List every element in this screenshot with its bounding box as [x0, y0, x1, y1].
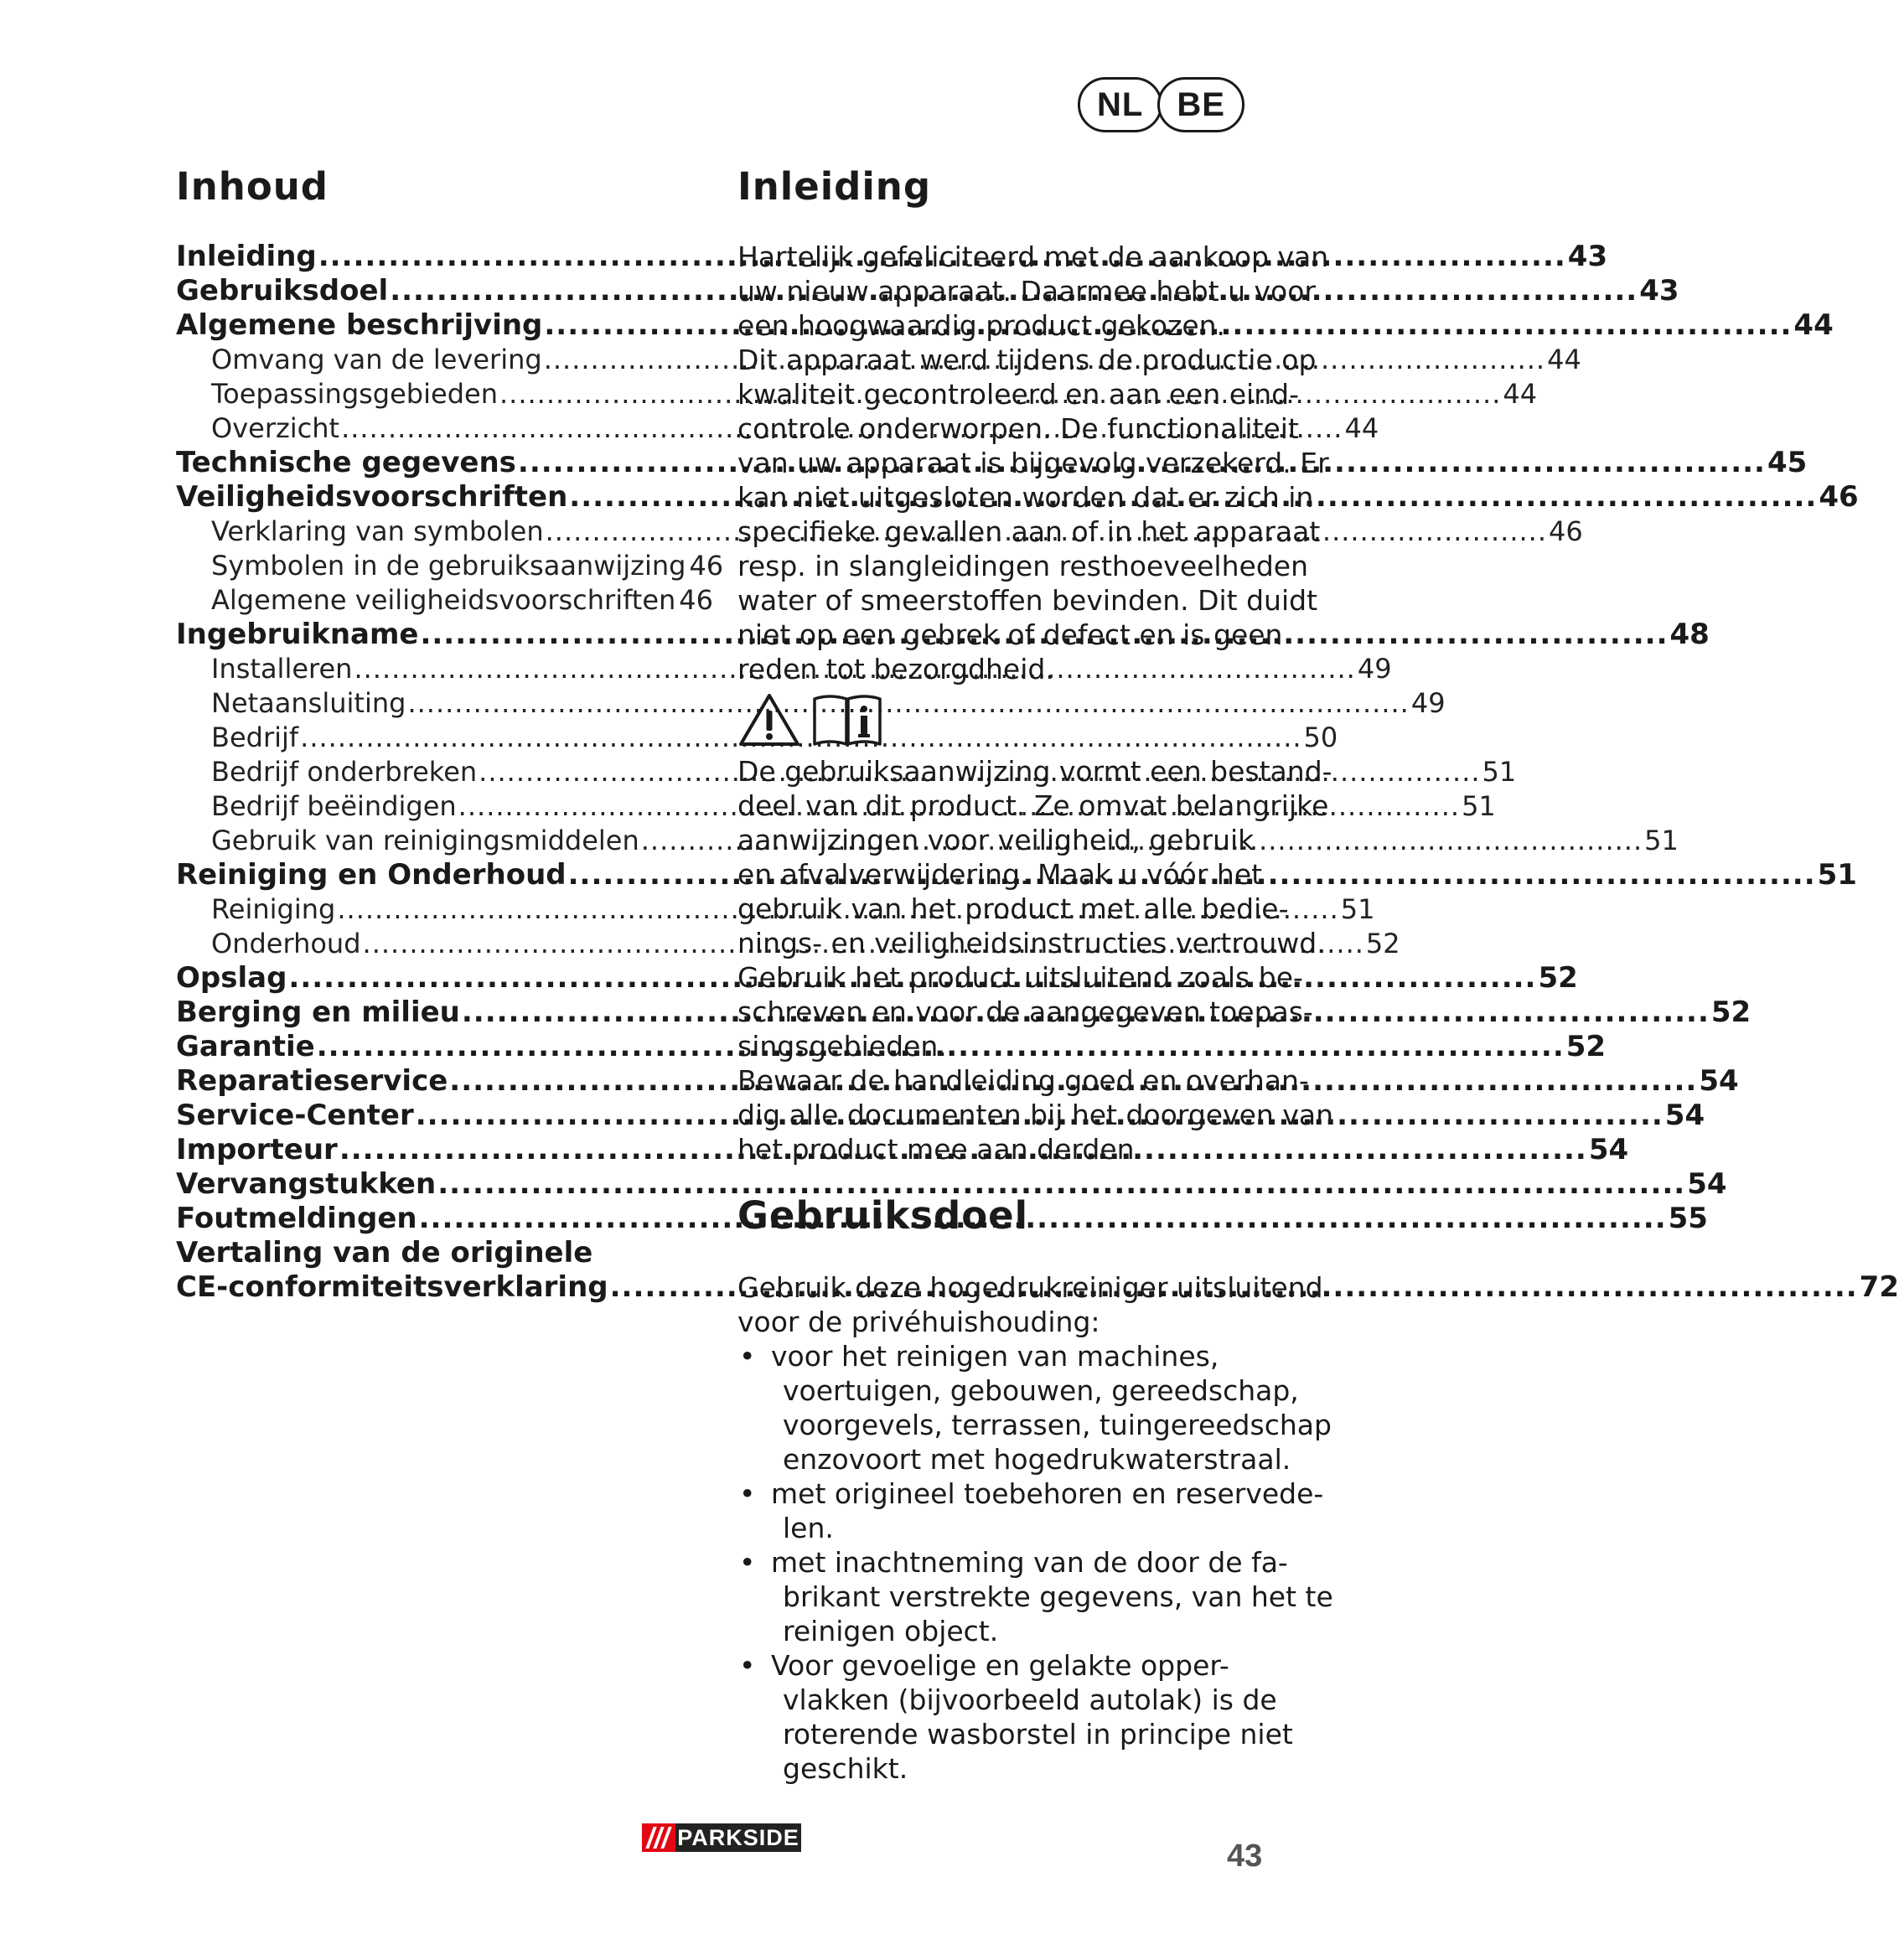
toc-entry[interactable]: Vervangstukken ..... 54 — [176, 1167, 712, 1202]
toc-subentry[interactable]: Onderhoud ..... 52 — [176, 927, 712, 961]
text-line: Hartelijk gefeliciteerd met de aankoop van — [737, 240, 1329, 273]
toc-entry[interactable]: Opslag ..... 52 — [176, 961, 712, 996]
text-line: Dit apparaat werd tijdens de productie op — [737, 344, 1317, 376]
text-line: deel van dit product. Ze omvat belangrijke — [737, 789, 1329, 822]
lang-badge-be: BE — [1157, 77, 1244, 132]
text-line: water of smeerstoffen bevinden. Dit duidt — [737, 584, 1318, 617]
list-item: • met origineel toebehoren en reservede- len. — [737, 1476, 1274, 1545]
text-line: schreven en voor de aangegeven toepas- — [737, 996, 1313, 1028]
toc-entry[interactable]: Ingebruikname ..... 48 — [176, 618, 712, 652]
toc-entry[interactable]: Veiligheidsvoorschriften ..... 46 — [176, 480, 712, 515]
toc-subentry[interactable]: Gebruik van reinigingsmiddelen ..... 51 — [176, 824, 712, 858]
parkside-logo — [642, 1823, 801, 1852]
toc-entry[interactable]: Inleiding ..... 43 — [176, 240, 712, 274]
text-line: gebruik van het product met alle bedie- — [737, 892, 1289, 925]
toc-subentry[interactable]: Verklaring van symbolen ..... 46 — [176, 515, 712, 549]
text-line: kan niet uitgesloten worden dat er zich in — [737, 481, 1314, 514]
logo-stripes-icon — [642, 1823, 675, 1852]
text-line: aanwijzingen voor veiligheid, gebruik — [737, 824, 1255, 856]
text-line: Gebruik het product uitsluitend zoals be- — [737, 961, 1303, 994]
toc-entry[interactable]: Foutmeldingen ..... 55 — [176, 1202, 712, 1236]
text-line: specifieke gevallen aan of in het apparaat — [737, 515, 1321, 548]
toc-subentry[interactable]: Reiniging ..... 51 — [176, 892, 712, 927]
toc-entry-line2[interactable]: CE-conformiteitsverklaring ..... 72 — [176, 1270, 712, 1305]
toc-subentry[interactable]: Bedrijf onderbreken ..... 51 — [176, 755, 712, 789]
language-badges — [1078, 77, 1244, 132]
toc-subentry[interactable]: Bedrijf beëindigen ..... 51 — [176, 789, 712, 824]
text-line: nings- en veiligheidsinstructies vertrouwd. — [737, 927, 1326, 959]
list-item: • Voor gevoelige en gelakte opper- vlakken (bijvoorbeeld autolak) is de roterende wasborstel in principe niet geschikt. — [737, 1648, 1274, 1786]
toc-subentry[interactable]: Overzicht ..... 44 — [176, 411, 712, 446]
toc-entry[interactable]: Importeur ..... 54 — [176, 1133, 712, 1167]
toc-entry[interactable]: Reparatieservice ..... 54 — [176, 1064, 712, 1099]
toc-subentry[interactable]: Bedrijf ..... 50 — [176, 721, 712, 755]
text-line: controle onderworpen. De functionaliteit — [737, 412, 1299, 445]
toc-subentry[interactable]: Omvang van de levering ..... 44 — [176, 343, 712, 377]
toc-title: Inhoud — [176, 164, 329, 209]
toc-entry-line1[interactable]: Vertaling van de originele — [176, 1236, 593, 1270]
toc-subentry[interactable]: Installeren ..... 49 — [176, 652, 712, 686]
toc-subentry[interactable]: Netaansluiting ..... 49 — [176, 686, 712, 721]
list-item: • voor het reinigen van machines, voertuigen, gebouwen, gereedschap, voorgevels, terrassen, tuingereedschap enzovoort met hogedrukwaterstraal. — [737, 1339, 1274, 1476]
text-line: kwaliteit gecontroleerd en aan een eind- — [737, 378, 1299, 411]
purpose-title: Gebruiksdoel — [737, 1193, 1029, 1238]
toc-entry[interactable]: Algemene beschrijving ..... 44 — [176, 308, 712, 343]
notice-icons — [737, 692, 883, 751]
text-line: voor de privéhuishouding: — [737, 1306, 1100, 1338]
lang-badge-nl: NL — [1078, 77, 1162, 132]
text-line: van uw apparaat is bijgevolg verzekerd. Er — [737, 447, 1329, 479]
toc-entry[interactable]: Gebruiksdoel ..... 43 — [176, 274, 712, 308]
text-line: singsgebieden. — [737, 1030, 947, 1063]
toc-subentry[interactable]: Algemene veiligheidsvoorschriften 46 — [211, 584, 714, 616]
text-line: Bewaar de handleiding goed en overhan- — [737, 1064, 1309, 1097]
intro-title: Inleiding — [737, 164, 932, 209]
page-number: 43 — [1227, 1838, 1263, 1874]
text-line: De gebruiksaanwijzing vormt een bestand- — [737, 755, 1332, 788]
text-line: Gebruik deze hogedrukreiniger uitsluitend — [737, 1271, 1323, 1304]
toc-entry[interactable]: Reiniging en Onderhoud ..... 51 — [176, 858, 712, 892]
manual-info-icon — [811, 692, 883, 751]
toc-subentry[interactable]: Symbolen in de gebruiksaanwijzing 46 — [211, 550, 724, 582]
text-line: reden tot bezorgdheid. — [737, 653, 1054, 685]
warning-triangle-icon — [737, 692, 801, 751]
list-item: • met inachtneming van de door de fa- brikant verstrekte gegevens, van het te reinigen object. — [737, 1545, 1274, 1648]
toc-entry[interactable]: Berging en milieu ..... 52 — [176, 996, 712, 1030]
text-line: het product mee aan derden. — [737, 1133, 1144, 1166]
toc-subentry[interactable]: Toepassingsgebieden ..... 44 — [176, 377, 712, 411]
text-line: niet op een gebrek of defect en is geen — [737, 618, 1283, 651]
text-line: dig alle documenten bij het doorgeven van — [737, 1099, 1333, 1131]
toc-entry[interactable]: Technische gegevens ..... 45 — [176, 446, 712, 480]
toc-entry[interactable]: Garantie ..... 52 — [176, 1030, 712, 1064]
purpose-section — [737, 1270, 1333, 1786]
toc-entry[interactable]: Service-Center ..... 54 — [176, 1099, 712, 1133]
text-line: en afvalverwijdering. Maak u vóór het — [737, 858, 1263, 891]
text-line: uw nieuw apparaat. Daarmee hebt u voor — [737, 275, 1317, 308]
brand-name: PARKSIDE — [677, 1824, 799, 1850]
text-line: een hoogwaardig product gekozen. — [737, 309, 1226, 342]
text-line: resp. in slangleidingen resthoeveelheden — [737, 550, 1308, 582]
purpose-bullet-list — [737, 1339, 1333, 1786]
